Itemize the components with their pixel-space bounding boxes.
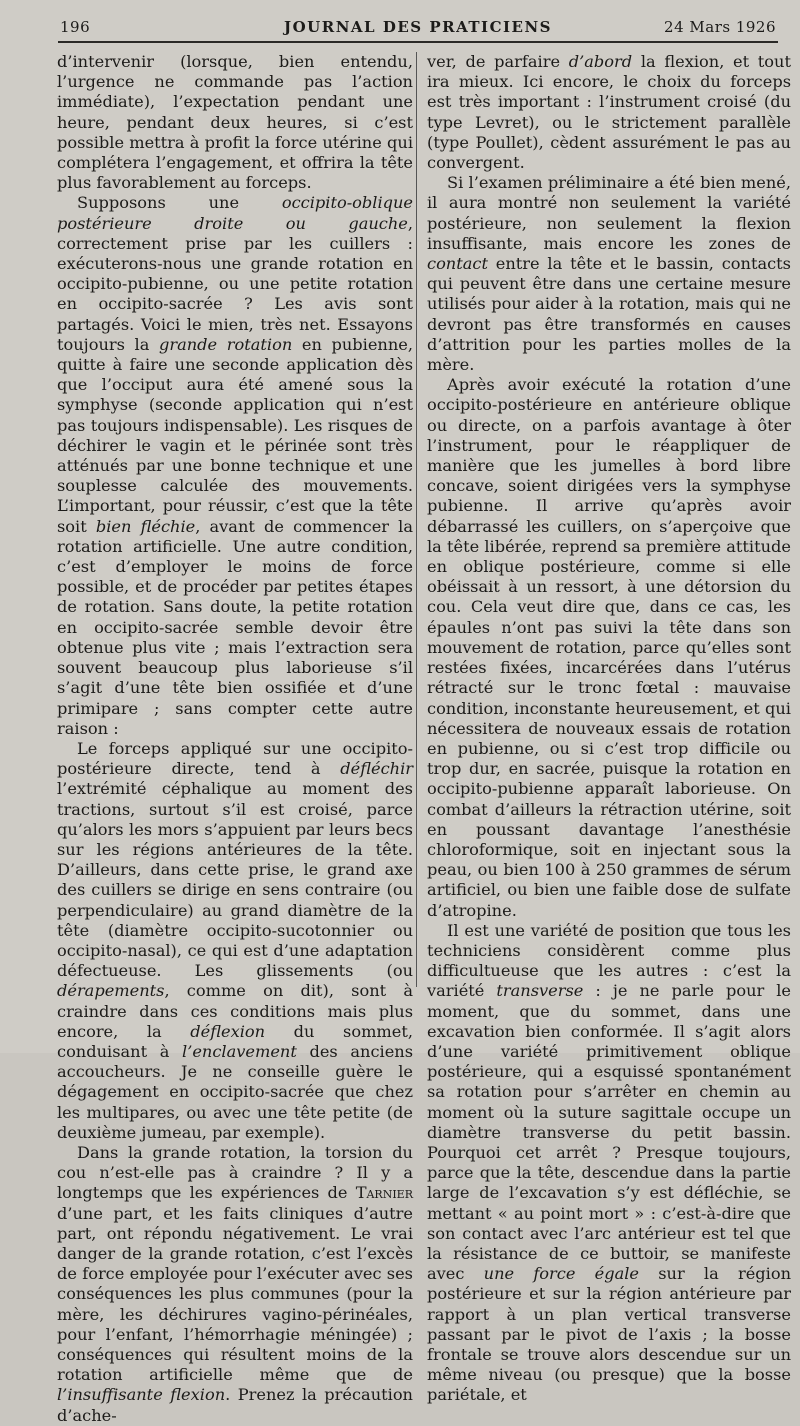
page-number: 196 xyxy=(60,18,91,36)
text-run: : je ne parle pour le moment, que du sommet, dans une excavation bien conformée. Il s’agit alors d’une variété primitivement oblique postérieure, qui a esquissé spontanément sa rotation pour s’arrêter en chemin au moment où la suture sagittale occupe un diamètre transverse du petit bassin. Pourquoi cet arrêt ? Presque toujours, parce que la tête, descendue dans la partie large de l’excavation s’y est défléchie, se mettant « au point mort » : c’est-à-dire que son contact avec l’arc antérieur est tel que la résistance de ce buttoir, se manifeste avec xyxy=(427,981,791,1284)
journal-title: JOURNAL DES PRATICIENS xyxy=(284,18,552,36)
text-run: en pubienne, quitte à faire une seconde application dès que l’occiput aura été amené sous la symphyse (seconde application qui n’est pas toujours indispensable). Les risques de déchirer le vagin et le périnée sont très atténués par une bonne technique et une souplesse calculée des mouvements. L’important, pour réussir, c’est que la tête soit xyxy=(57,334,413,536)
italic-run: contact xyxy=(427,254,488,274)
text-run: entre la tête et le bassin, contacts qui peuvent être dans une certaine mesure utilisés pour aider à la rotation, mais qui ne devront pas être transformés en causes d’attrition pour les parties molles de la mère. xyxy=(427,254,791,375)
header-rule xyxy=(58,41,778,43)
text-run: Dans la grande rotation, la torsion du cou n’est-elle pas à craindre ? Il y a longtemps que les expériences de xyxy=(57,1142,413,1203)
italic-run: déflexion xyxy=(190,1021,266,1041)
right-column xyxy=(427,52,791,1405)
paragraph xyxy=(57,52,413,193)
italic-run: l’insuffisante flexion xyxy=(57,1385,226,1405)
italic-run: bien fléchie xyxy=(95,516,196,536)
italic-run: d’abord xyxy=(568,52,633,71)
paragraph xyxy=(427,52,791,173)
text-run: des anciens accoucheurs. Je ne conseille guère le dégagement en occipito-sacrée que chez les multipares, ou avec une tête petite (de deuxième jumeau, par exemple). xyxy=(57,1041,413,1142)
text-run: la flexion, et tout ira mieux. Ici encore, le choix du forceps est très important : l’instrument croisé (du type Levret), ou le strictement parallèle (type Poullet), cèdent assurément le pas au convergent. xyxy=(427,52,791,173)
text-run: du sommet, conduisant à xyxy=(57,1021,414,1061)
small-caps-run: Tarnier xyxy=(355,1183,413,1203)
text-run: d’une part, et les faits cliniques d’autre part, ont répondu négativement. Le vrai danger de la grande rotation, c’est l’excès de force employée pour l’exécuter avec ses conséquences les plus communes (pour la mère, les déchirures vagino-périnéales, pour l’enfant, l’hémorrhagie méningée) ; conséquences qui résultent moins de la rotation artificielle même que de xyxy=(57,1203,413,1385)
text-run: ver, de parfaire xyxy=(427,52,569,71)
text-run: . Prenez la précaution d’ache- xyxy=(57,1385,413,1425)
italic-run: occipito-oblique postérieure droite ou gauche xyxy=(57,193,413,233)
text-run: Si l’examen préliminaire a été bien mené, il aura montré non seulement la variété postérieure, non seulement la flexion insuffisante, mais encore les zones de xyxy=(427,173,791,253)
text-run: , avant de commencer la rotation artificielle. Une autre condition, c’est d’employer le moins de force possible, et de procéder par petites étapes de rotation. Sans doute, la petite rotation en occipito-sacrée semble devoir être obtenue plus vite ; mais l’extraction sera souvent beaucoup plus laborieuse s’il s’agit d’une tête bien ossifiée et d’une primipare ; sans compter cette autre raison : xyxy=(57,516,413,738)
text-run: d’intervenir (lorsque, bien entendu, l’urgence ne commande pas l’action immédiate), l’expectation pendant une heure, pendant deux heures, si c’est possible mettra à profit la force utérine qui complétera l’engagement, et offrira la tête plus favorablement au forceps. xyxy=(57,52,413,193)
italic-run: une force égale xyxy=(483,1264,640,1284)
italic-run: l’enclavement xyxy=(182,1041,297,1061)
paragraph xyxy=(57,739,413,1143)
text-run: , comme on dit), sont à craindre dans ces conditions mais plus encore, la xyxy=(57,981,413,1041)
paragraph xyxy=(427,173,791,375)
text-run: Il est une variété de position que tous les techniciens considèrent comme plus difficultueuse que les autres : c’est la variété xyxy=(427,920,791,1001)
italic-run: transverse xyxy=(496,981,584,1001)
text-run: , correctement prise par les cuillers : exécuterons-nous une grande rotation en occipito-pubienne, ou une petite rotation en occipito-sacrée ? Les avis sont partagés. Voici le mien, très net. Essayons toujours la xyxy=(57,213,413,354)
text-run: Supposons une xyxy=(77,193,282,213)
paragraph xyxy=(427,375,791,920)
italic-run: dérapements xyxy=(57,981,165,1001)
paragraph xyxy=(57,193,413,738)
italic-run: défléchir xyxy=(340,759,413,779)
text-run: Le forceps appliqué sur une occipito-postérieure directe, tend à xyxy=(57,738,413,779)
text-run: Après avoir exécuté la rotation d’une occipito-postérieure en antérieure oblique ou directe, on a parfois avantage à ôter l’instrument, pour le réappliquer de manière que les jumelles à bord libre concave, soient dirigées vers la symphyse pubienne. Il arrive qu’après avoir débarrassé les cuillers, on s’aperçoive que la tête libérée, reprend sa première attitude en oblique postérieure, comme si elle obéissait à un ressort, à une détorsion du cou. Cela veut dire que, dans ce cas, les épaules n’ont pas suivi la tête dans son mouvement de rotation, parce qu’elles sont restées fixées, incarcérées dans l’utérus rétracté sur le tronc fœtal : mauvaise condition, inconstante heureusement, et qui nécessitera de nouveaux essais de rotation en pubienne, ou si c’est trop difficile ou trop dur, en sacrée, puisque la rotation en occipito-pubienne apparaît laborieuse. On combat d’ailleurs la rétraction utérine, soit en poussant davantage l’anesthésie chloroformique, soit en injectant sous la peau, ou bien 100 à 250 grammes de sérum artificiel, ou bien une faible dose de sulfate d’atropine. xyxy=(427,375,791,920)
running-header xyxy=(60,14,776,40)
left-column xyxy=(57,52,414,1425)
issue-date: 24 Mars 1926 xyxy=(664,18,776,36)
paragraph xyxy=(427,921,791,1406)
text-run: sur la région postérieure et sur la région antérieure par rapport à un plan vertical transverse passant par le pivot de l’axis ; la bosse frontale se trouve alors descendue sur un même niveau (ou presque) que la bosse pariétale, et xyxy=(427,1264,791,1405)
italic-run: grande rotation xyxy=(159,334,293,354)
paragraph xyxy=(57,1143,413,1426)
column-divider xyxy=(416,52,417,987)
text-run: l’extrémité céphalique au moment des tractions, surtout s’il est croisé, parce qu’alors les mors s’appuient par leurs becs sur les régions antérieures de la tête. D’ailleurs, dans cette prise, le grand axe des cuillers se dirige en sens contraire (ou perpendiculaire) au grand diamètre de la tête (diamètre occipito-sucotonnier ou occipito-nasal), ce qui est d’une adaptation défectueuse. Les glissements (ou xyxy=(57,779,413,981)
